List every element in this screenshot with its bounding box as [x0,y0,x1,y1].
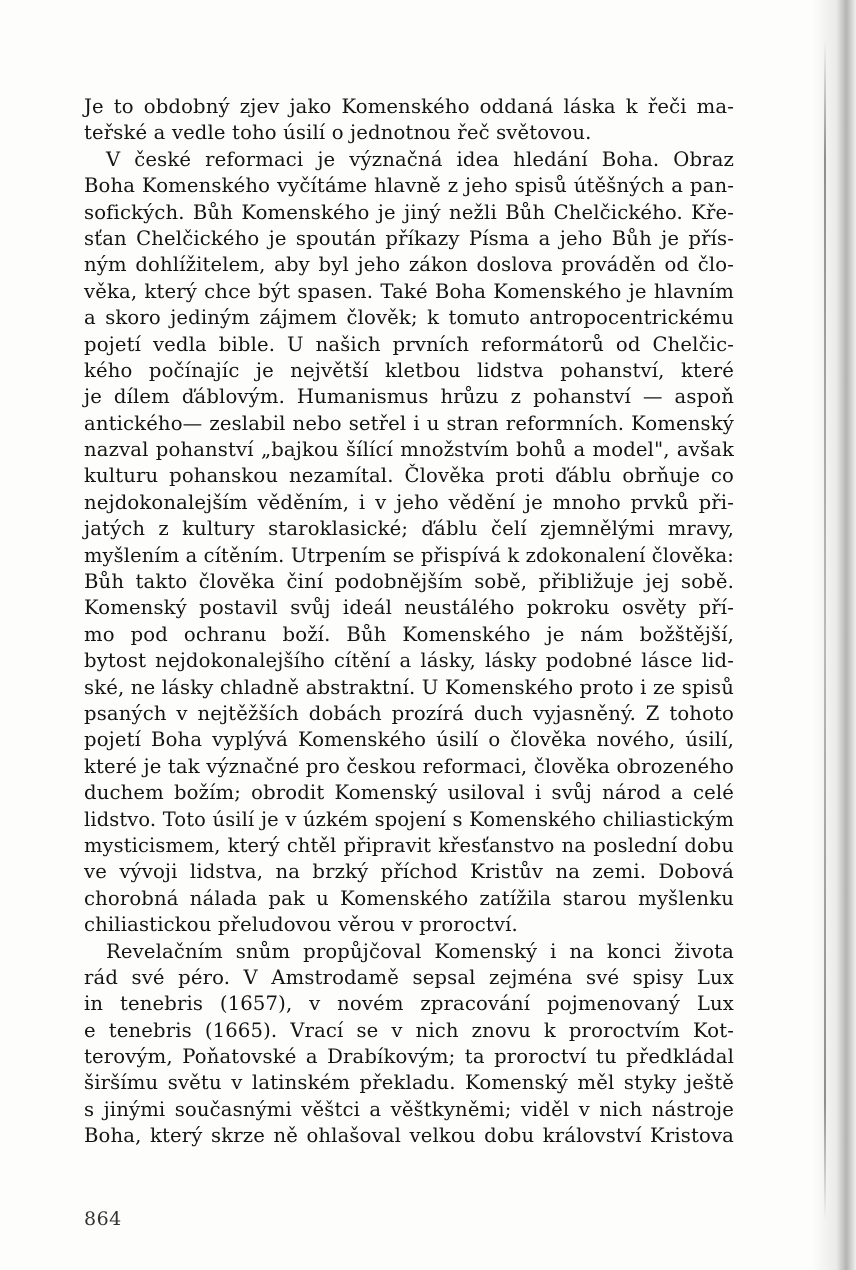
text-line: ve vývoji lidstva, na brzký příchod Kristův na zemi. Dobová [84,860,734,884]
text-line: mysticismem, který chtěl připravit křesťanstvo na poslední dobu [84,833,734,857]
text-line: pojetí vedla bible. U našich prvních reformátorů od Chelčic- [84,332,734,356]
text-line: mo pod ochranu boží. Bůh Komenského je nám božštější, [84,622,734,646]
text-line: sťan Chelčického je spoután příkazy Písma a jeho Bůh je přís- [84,226,734,250]
text-line: nejdokonalejším věděním, i v jeho vědění je mnoho prvků při- [84,490,734,514]
page-number: 864 [84,1208,122,1230]
text-line: duchem božím; obrodit Komenský usiloval i svůj národ a celé [84,781,734,805]
text-line: pojetí Boha vyplývá Komenského úsilí o člověka nového, úsilí, [84,728,734,752]
text-line: ným dohlížitelem, aby byl jeho zákon doslova prováděn od člo- [84,253,734,277]
text-line: které je tak význačné pro českou reformaci, člověka obrozeného [84,754,734,778]
text-line: myšlením a cítěním. Utrpením se přispívá k zdokonalení člověka: [84,543,734,567]
text-line: rád své péro. V Amstrodamě sepsal zejména své spisy Lux [84,965,734,989]
text-line: V české reformaci je význačná idea hledání Boha. Obraz [106,147,734,171]
text-line: e tenebris (1665). Vrací se v nich znovu k proroctvím Kot- [84,1018,734,1042]
text-line: Boha, který skrze ně ohlašoval velkou dobu království Kristova [84,1124,734,1148]
text-line: chorobná nálada pak u Komenského zatížila starou myšlenku [84,886,734,910]
text-line: antického— zeslabil nebo setřel i u stran reformních. Komenský [84,411,734,435]
text-line: sofických. Bůh Komenského je jiný nežli Bůh Chelčického. Kře- [84,200,734,224]
text-line: Bůh takto člověka činí podobnějším sobě, přibližuje jej sobě. [84,570,734,594]
text-line: in tenebris (1657), v novém zpracování pojmenovaný Lux [84,992,734,1016]
text-line: nazval pohanství „bajkou šílící množstvím bohů a model", avšak [84,438,734,462]
text-line: s jinými současnými věštci a věštkyněmi; viděl v nich nástroje [84,1097,734,1121]
text-line: Komenský postavil svůj ideál neustálého pokroku osvěty pří- [84,596,734,620]
page-edge-shadow [812,0,856,1270]
text-line: jatých z kultury staroklasické; ďáblu čelí zjemnělými mravy, [84,517,734,541]
page-edge-line [824,40,826,1220]
text-line: chiliastickou přeludovou věrou v proroctví. [84,913,518,937]
text-line: je dílem ďáblovým. Humanismus hrůzu z pohanství — aspoň [84,385,734,409]
text-line: kulturu pohanskou nezamítal. Člověka proti ďáblu obrňuje co [84,464,734,488]
text-line: věka, který chce být spasen. Také Boha Komenského je hlavním [84,279,734,303]
text-line: Boha Komenského vyčítáme hlavně z jeho spisů útěšných a pan- [84,174,734,198]
body-text [84,94,734,1150]
text-line: ské, ne lásky chladně abstraktní. U Komenského proto i ze spisů [84,675,734,699]
text-line: lidstvo. Toto úsilí je v úzkém spojení s Komenského chiliastickým [84,807,734,831]
text-line: bytost nejdokonalejšího cítění a lásky, lásky podobné lásce lid- [84,649,734,673]
text-line: Je to obdobný zjev jako Komenského oddaná láska k řeči ma- [84,95,734,118]
text-line: kého počínajíc je největší kletbou lidstva pohanství, které [84,358,734,382]
text-line: širšímu světu v latinském překladu. Komenský měl styky ještě [84,1071,734,1095]
text-line: terovým, Poňatovské a Drabíkovým; ta proroctví tu předkládal [84,1045,734,1069]
text-line: psaných v nejtěžších dobách prozírá duch vyjasněný. Z tohoto [84,701,734,725]
text-line: Revelačním snům propůjčoval Komenský i na konci života [106,939,734,963]
text-line: a skoro jediným zájmem člověk; k tomuto antropocentrickému [84,306,734,330]
text-line: teřské a vedle toho úsilí o jednotnou řeč světovou. [84,121,592,145]
